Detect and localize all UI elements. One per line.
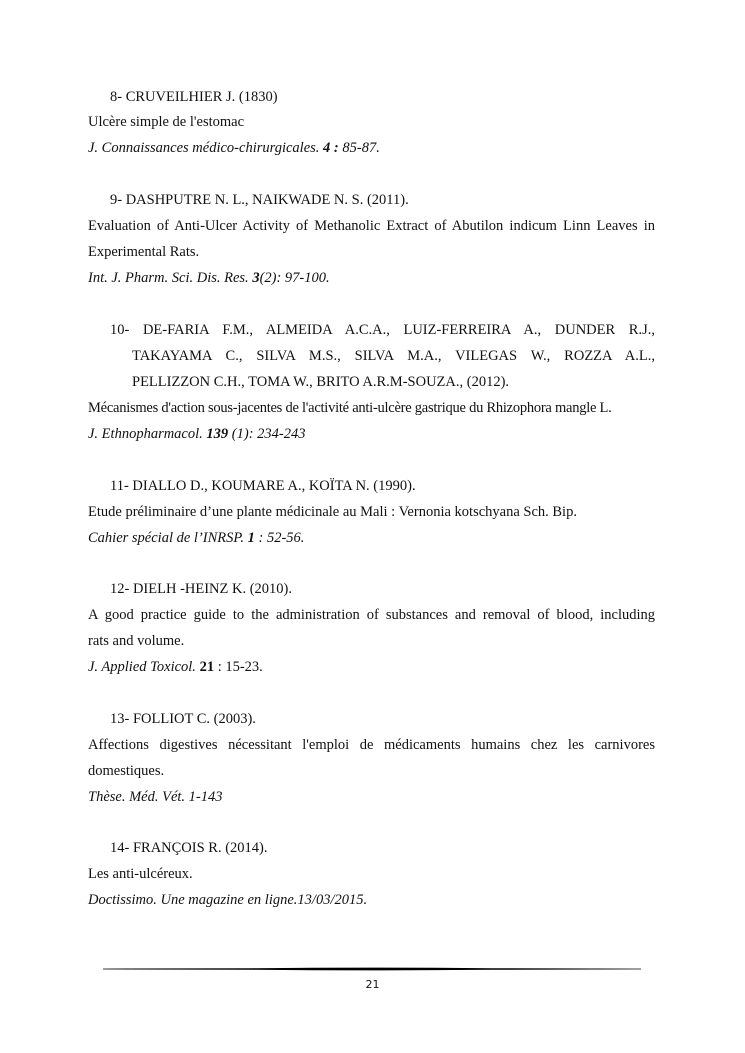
reference-source	[88, 531, 304, 546]
page-number: 21	[365, 978, 380, 991]
reference-heading-line-1: 10- DE-FARIA F.M., ALMEIDA A.C.A., LUIZ-FERREIRA A., DUNDER R.J.,	[110, 322, 655, 338]
pages: : 15-23.	[214, 659, 263, 675]
volume: 21	[199, 659, 215, 675]
reference-title-line-2: Experimental Rats.	[88, 244, 200, 260]
reference-title: Etude préliminaire d’une plante médicinale au Mali : Vernonia kotschyana Sch. Bip.	[88, 504, 577, 520]
reference-title-line-1: Evaluation of Anti-Ulcer Activity of Methanolic Extract of Abutilon indicum Linn Leaves in	[88, 218, 655, 234]
reference-title-line-2: domestiques.	[88, 763, 165, 779]
pages: : 52-56.	[254, 530, 305, 546]
reference-heading: 13- FOLLIOT C. (2003).	[110, 711, 256, 727]
reference-title-line-1: A good practice guide to the administration of substances and removal of blood, including	[88, 607, 655, 623]
reference-heading-line-2: TAKAYAMA C., SILVA M.S., SILVA M.A., VILEGAS W., ROZZA A.L.,	[132, 348, 655, 364]
pages: 85-87.	[338, 140, 380, 156]
journal-name: J. Connaissances médico-chirurgicales.	[88, 140, 324, 156]
reference-heading: 12- DIELH -HEINZ K. (2010).	[110, 581, 293, 597]
journal-name: J. Ethnopharmacol.	[88, 426, 207, 442]
reference-source	[88, 271, 330, 286]
pages: (1): 234-243	[228, 426, 306, 442]
pages: (2): 97-100.	[259, 270, 330, 286]
reference-heading: 14- FRANÇOIS R. (2014).	[110, 840, 268, 856]
volume: 139	[206, 426, 229, 442]
reference-source: Thèse. Méd. Vét. 1-143	[88, 789, 223, 805]
reference-heading-line-3: PELLIZZON C.H., TOMA W., BRITO A.R.M-SOUZA., (2012).	[132, 374, 510, 390]
reference-heading: 8- CRUVEILHIER J. (1830)	[110, 89, 278, 105]
volume: 1	[247, 530, 255, 546]
journal-name: Cahier spécial de l’INRSP.	[88, 530, 248, 546]
journal-name: J. Applied Toxicol.	[88, 659, 200, 675]
reference-title: Les anti-ulcéreux.	[88, 866, 193, 882]
reference-heading: 11- DIALLO D., KOUMARE A., KOÏTA N. (1990).	[110, 478, 416, 494]
reference-source	[88, 427, 305, 442]
reference-title: Mécanismes d'action sous-jacentes de l'activité anti-ulcère gastrique du Rhizophora mangle L.	[88, 400, 612, 416]
reference-source: Doctissimo. Une magazine en ligne.13/03/2015.	[88, 892, 368, 908]
reference-source	[88, 141, 380, 156]
journal-name: Int. J. Pharm. Sci. Dis. Res.	[88, 270, 253, 286]
reference-source	[88, 660, 263, 675]
reference-title-line-2: rats and volume.	[88, 633, 185, 649]
reference-title: Ulcère simple de l'estomac	[88, 114, 245, 130]
reference-heading: 9- DASHPUTRE N. L., NAIKWADE N. S. (2011).	[110, 192, 409, 208]
volume: 3	[252, 270, 260, 286]
reference-title-line-1: Affections digestives nécessitant l'emploi de médicaments humains chez les carnivores	[88, 737, 655, 753]
footer-divider	[103, 967, 641, 971]
volume: 4 :	[323, 140, 339, 156]
